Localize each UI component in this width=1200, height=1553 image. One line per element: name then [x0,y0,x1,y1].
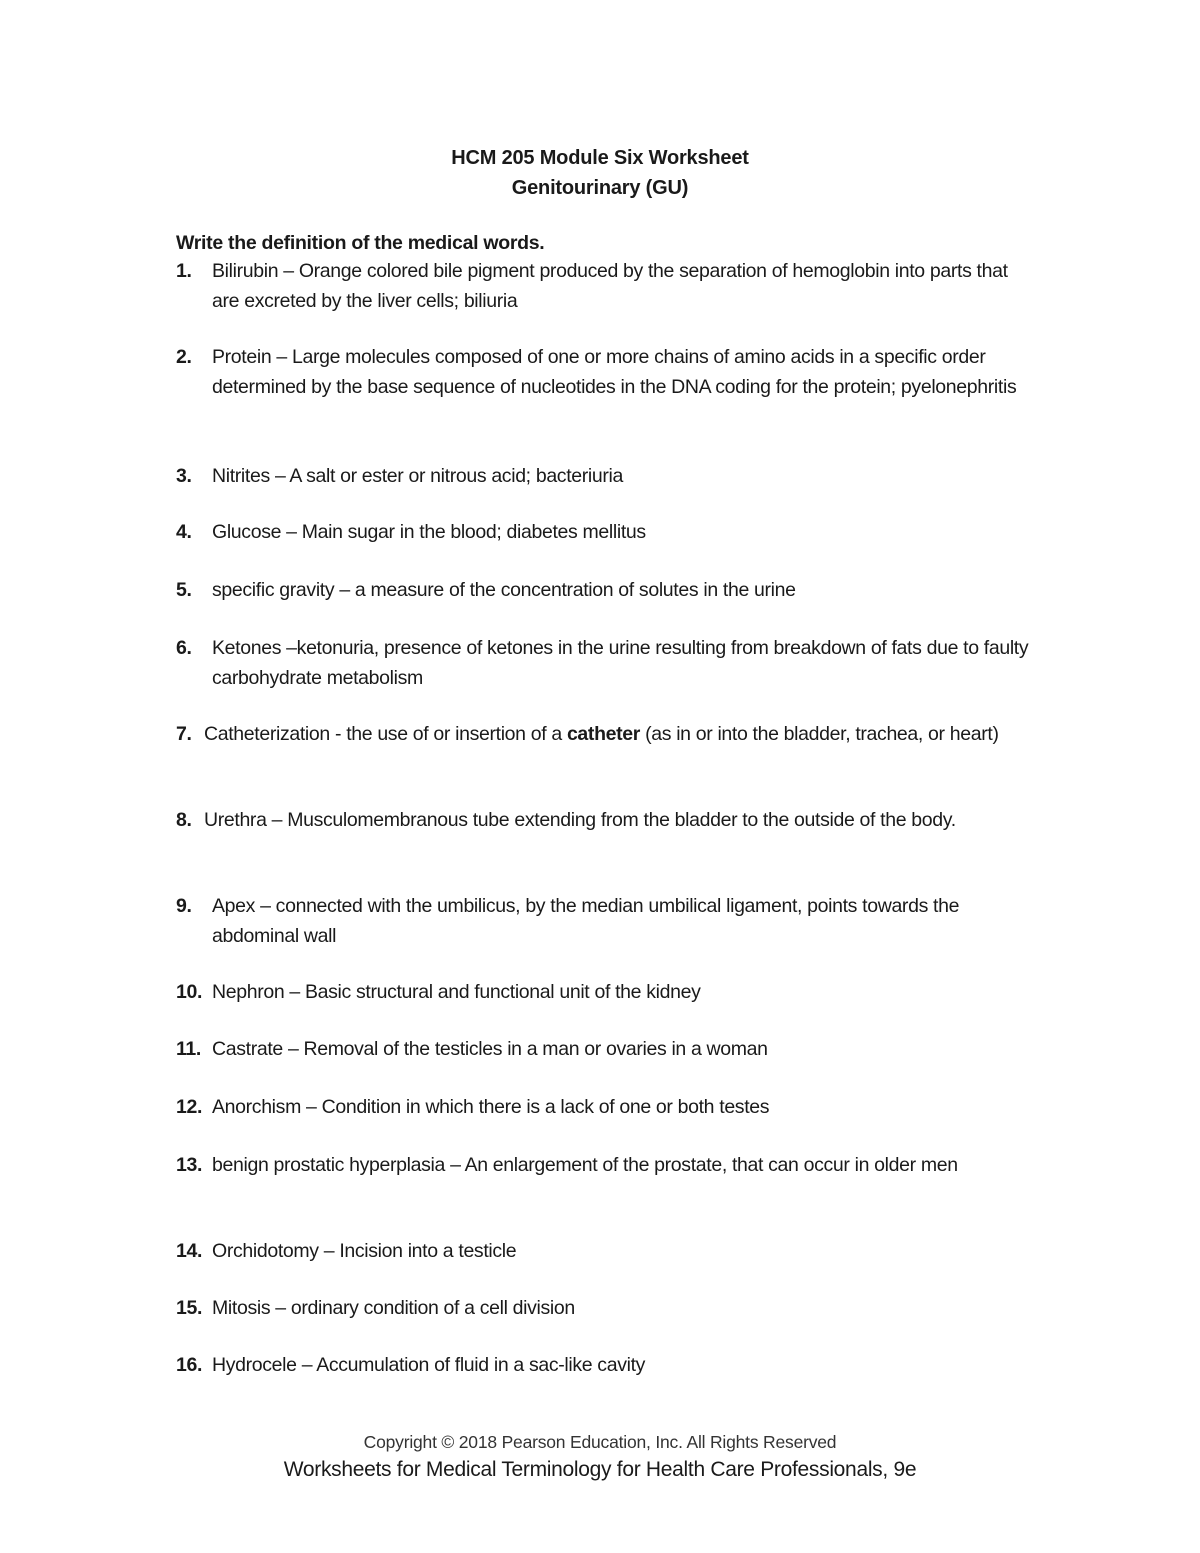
item-number: 16. [176,1354,203,1376]
item-definition: Nephron – Basic structural and functional unit of the kidney [212,981,701,1003]
item-definition-part: (as in or into the bladder, trachea, or heart) [640,723,999,745]
item-definition: Orchidotomy – Incision into a testicle [212,1240,517,1262]
item-definition: Hydrocele – Accumulation of fluid in a sac-like cavity [212,1354,646,1376]
list-item [176,634,1036,693]
item-definition: Glucose – Main sugar in the blood; diabetes mellitus [212,521,646,543]
footer-copyright: Copyright © 2018 Pearson Education, Inc. All Rights Reserved [363,1432,837,1452]
item-number: 2. [176,346,192,368]
item-definition: Castrate – Removal of the testicles in a man or ovaries in a woman [212,1038,768,1060]
item-definition: Nitrites – A salt or ester or nitrous acid; bacteriuria [212,465,624,487]
item-number: 10. [176,981,203,1003]
item-number: 5. [176,579,192,601]
list-item [176,1035,1036,1065]
item-definition: Mitosis – ordinary condition of a cell division [212,1297,575,1319]
list-item [176,978,1036,1008]
list-item [176,576,1036,606]
item-number: 11. [176,1038,201,1060]
item-definition-bold: catheter [566,723,641,745]
item-number: 8. [176,809,192,831]
page-subtitle: Genitourinary (GU) [511,177,689,199]
item-definition: Ketones –ketonuria, presence of ketones in the urine resulting from breakdown of fats due to faulty carbohydrate metabolism [212,637,1029,689]
item-number: 9. [176,895,192,917]
item-definition-part: Catheterization - the use of or insertion of a [204,723,567,745]
item-definition: Bilirubin – Orange colored bile pigment produced by the separation of hemoglobin into parts that are excreted by the liver cells; biliuria [212,260,1008,312]
item-definition: specific gravity – a measure of the concentration of solutes in the urine [212,579,796,601]
item-number: 12. [176,1096,203,1118]
item-number: 15. [176,1297,203,1319]
list-item [176,892,1036,951]
list-item [176,806,1036,836]
item-number: 4. [176,521,192,543]
item-number: 14. [176,1240,203,1262]
list-item [176,518,1036,548]
item-definition: Anorchism – Condition in which there is a lack of one or both testes [212,1096,770,1118]
item-number: 1. [176,260,192,282]
item-number: 6. [176,637,192,659]
item-definition [204,720,1036,750]
list-item [176,343,1036,402]
list-item [176,1093,1036,1123]
list-item [176,1294,1036,1324]
item-definition: benign prostatic hyperplasia – An enlargement of the prostate, that can occur in older men [212,1154,958,1176]
list-item [176,257,1036,316]
item-number: 7. [176,723,192,745]
item-definition: Apex – connected with the umbilicus, by the median umbilical ligament, points towards the abdominal wall [212,895,960,947]
item-definition: Protein – Large molecules composed of one or more chains of amino acids in a specific order determined by the base sequence of nucleotides in the DNA coding for the protein; pyelonephritis [212,346,1017,398]
item-definition: Urethra – Musculomembranous tube extending from the bladder to the outside of the body. [204,809,956,831]
page-title: HCM 205 Module Six Worksheet [451,147,749,169]
footer-book-title: Worksheets for Medical Terminology for Health Care Professionals, 9e [283,1458,917,1481]
item-number: 3. [176,465,192,487]
list-item [176,462,1036,492]
instruction-text: Write the definition of the medical words. [176,232,545,254]
list-item [176,1351,1036,1381]
item-number: 13. [176,1154,203,1176]
list-item [176,1151,1036,1181]
list-item [176,720,1036,750]
list-item [176,1237,1036,1267]
